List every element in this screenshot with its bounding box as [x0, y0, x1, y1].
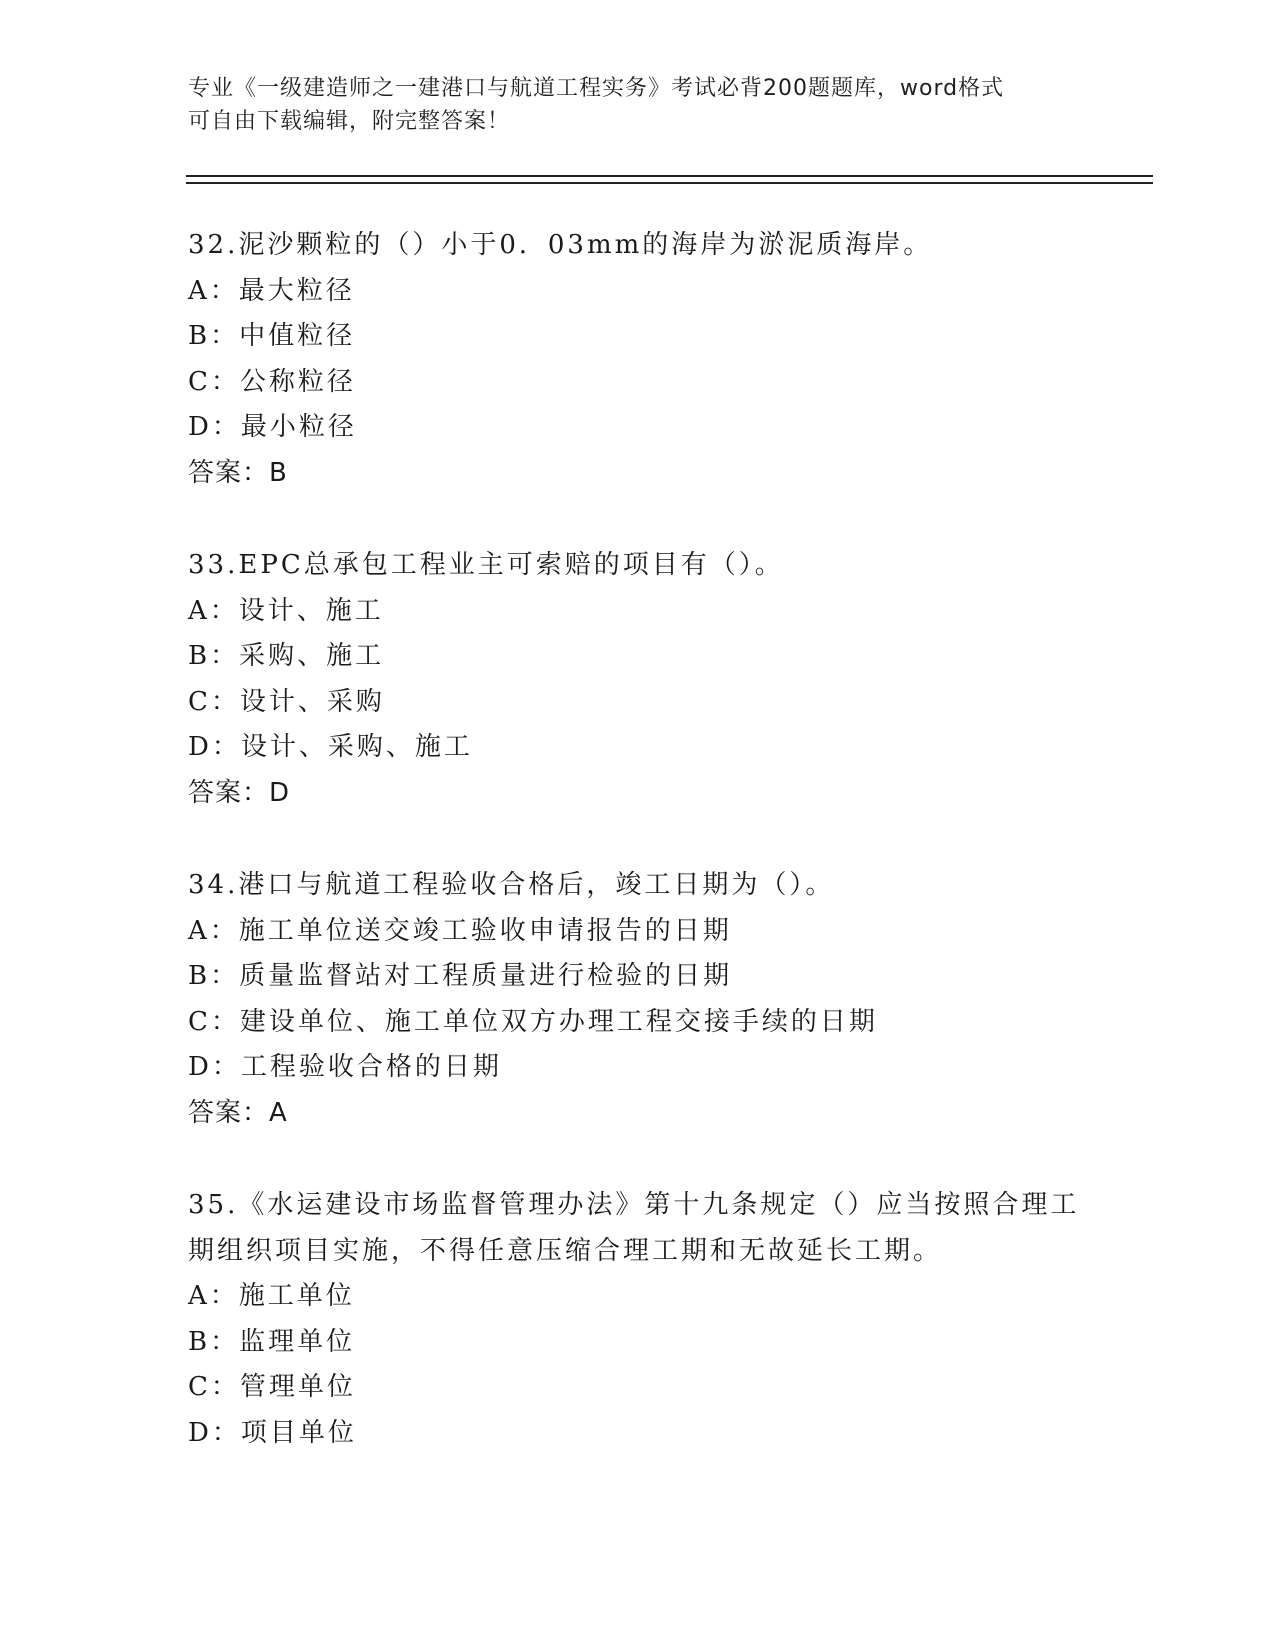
option-a: A：最大粒径 [188, 275, 355, 306]
question-stem-line-2: 期组织项目实施，不得任意压缩合理工期和无故延长工期。 [188, 1235, 943, 1266]
option-c: C：建设单位、施工单位双方办理工程交接手续的日期 [188, 1006, 878, 1037]
option-a: A：施工单位送交竣工验收申请报告的日期 [188, 915, 732, 946]
header-divider-bottom [186, 182, 1153, 184]
answer-label: 答案：D [188, 777, 291, 808]
question-35 [188, 1183, 1088, 1456]
question-33 [188, 543, 1088, 816]
header-line-2: 可自由下载编辑，附完整答案！ [188, 109, 511, 134]
answer-label: 答案：A [188, 1097, 288, 1128]
answer-label: 答案：B [188, 457, 288, 488]
question-stem: 32.泥沙颗粒的（）小于0．03mm的海岸为淤泥质海岸。 [188, 230, 933, 260]
document-header [188, 72, 1088, 138]
header-divider-top [186, 175, 1153, 177]
option-b: B：监理单位 [188, 1326, 356, 1357]
option-d: D：工程验收合格的日期 [188, 1052, 502, 1082]
question-stem: 34.港口与航道工程验收合格后，竣工日期为（）。 [188, 870, 835, 900]
option-a: A：设计、施工 [188, 595, 384, 626]
option-d: D：项目单位 [188, 1417, 357, 1448]
question-34 [188, 863, 1088, 1136]
question-stem-line-1: 35.《水运建设市场监督管理办法》第十九条规定（）应当按照合理工 [188, 1190, 1080, 1220]
option-b: B：质量监督站对工程质量进行检验的日期 [188, 961, 733, 991]
option-d: D：最小粒径 [188, 412, 357, 442]
option-d: D：设计、采购、施工 [188, 732, 473, 762]
option-a: A：施工单位 [188, 1281, 355, 1311]
option-c: C：公称粒径 [188, 366, 356, 397]
option-c: C：设计、采购 [188, 686, 385, 717]
header-line-1: 专业《一级建造师之一建港口与航道工程实务》考试必背200题题库，word格式 [188, 76, 1005, 101]
question-stem: 33.EPC总承包工程业主可索赔的项目有（）。 [188, 550, 784, 580]
option-c: C：管理单位 [188, 1372, 356, 1402]
option-b: B：中值粒径 [188, 321, 356, 351]
option-b: B：采购、施工 [188, 641, 385, 671]
question-32 [188, 223, 1088, 496]
